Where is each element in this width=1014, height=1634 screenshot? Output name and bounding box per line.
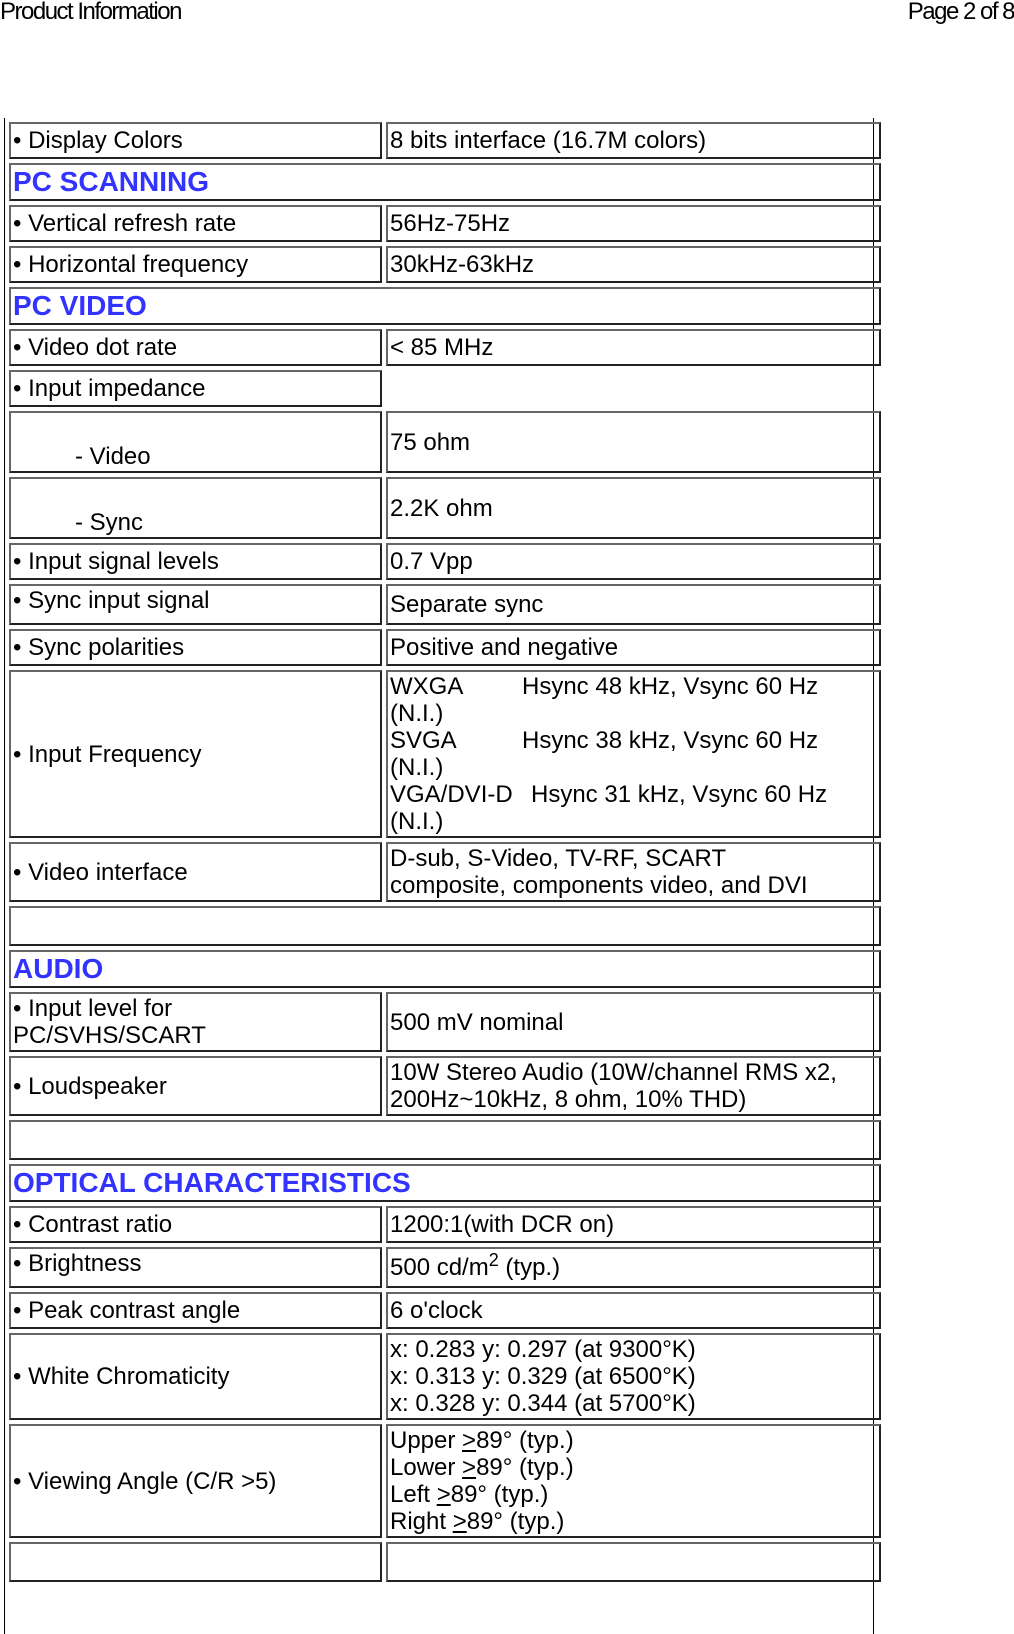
value-line	[390, 1481, 877, 1508]
value-line: x: 0.328 y: 0.344 (at 5700°K)	[390, 1390, 696, 1417]
brightness-superscript: 2	[488, 1250, 499, 1270]
spec-label: • Peak contrast angle	[9, 1292, 382, 1329]
angle-val: 89° (typ.)	[476, 1454, 574, 1481]
spec-value	[386, 670, 881, 838]
table-row	[9, 584, 881, 625]
spec-value: 75 ohm	[386, 411, 881, 473]
spec-label: • Horizontal frequency	[9, 246, 382, 283]
table-row	[9, 629, 881, 666]
spec-label: • Viewing Angle (C/R >5)	[9, 1424, 382, 1538]
page-header-number: Page 2 of 8	[907, 0, 1014, 25]
angle-symbol: >	[452, 1508, 467, 1535]
freq-note: (N.I.)	[390, 700, 444, 727]
spec-value: < 85 MHz	[386, 329, 881, 366]
freq-mode: WXGA	[390, 673, 464, 700]
angle-symbol: >	[462, 1454, 477, 1481]
spec-label: • Vertical refresh rate	[9, 205, 382, 242]
section-row	[9, 163, 881, 201]
value-line	[390, 1508, 877, 1535]
table-row	[9, 329, 881, 366]
table-row	[9, 992, 881, 1052]
spec-value	[386, 1333, 881, 1420]
table-row	[9, 246, 881, 283]
spec-value: 8 bits interface (16.7M colors)	[386, 122, 881, 159]
freq-line	[390, 781, 877, 808]
spec-value-empty	[386, 370, 881, 407]
value-line: 10W Stereo Audio (10W/channel RMS x2,	[390, 1059, 837, 1086]
table-row	[9, 1424, 881, 1538]
table-row	[9, 1206, 881, 1243]
blank-row	[9, 906, 881, 946]
angle-val: 89° (typ.)	[450, 1481, 549, 1508]
spec-value: Positive and negative	[386, 629, 881, 666]
spec-value: Separate sync	[386, 584, 881, 625]
spec-value	[386, 1247, 881, 1288]
freq-spec: Hsync 48 kHz, Vsync 60 Hz	[522, 673, 819, 700]
table-row	[9, 1292, 881, 1329]
section-row	[9, 287, 881, 325]
spec-sublabel: - Video	[75, 443, 151, 470]
spec-label: • Loudspeaker	[9, 1056, 382, 1116]
table-row	[9, 1333, 881, 1420]
spec-label	[9, 477, 382, 539]
spec-value: 6 o'clock	[386, 1292, 881, 1329]
table-row	[9, 1542, 881, 1582]
angle-symbol: >	[462, 1427, 477, 1454]
label-line: • Input level for	[13, 995, 173, 1022]
angle-dir: Lower	[390, 1454, 463, 1481]
spec-label: • Sync input signal	[9, 584, 382, 625]
table-row	[9, 543, 881, 580]
spec-value: 1200:1(with DCR on)	[386, 1206, 881, 1243]
freq-line	[390, 673, 877, 700]
table-row	[9, 122, 881, 159]
spec-value	[386, 1424, 881, 1538]
spec-label-empty	[9, 1542, 382, 1582]
spec-label: • Video dot rate	[9, 329, 382, 366]
angle-dir: Left	[390, 1481, 437, 1508]
page-header-title: Product Information	[0, 0, 181, 25]
value-line: composite, components video, and DVI	[390, 872, 808, 899]
section-row	[9, 1164, 881, 1202]
section-row	[9, 950, 881, 988]
value-line	[390, 1427, 877, 1454]
section-title: PC VIDEO	[9, 287, 881, 325]
spec-label: • Video interface	[9, 842, 382, 902]
freq-line	[390, 727, 877, 754]
spec-label: • Sync polarities	[9, 629, 382, 666]
spec-value: 0.7 Vpp	[386, 543, 881, 580]
blank-row	[9, 1120, 881, 1160]
label-line: PC/SVHS/SCART	[13, 1022, 206, 1049]
table-row	[9, 842, 881, 902]
spec-value: 56Hz-75Hz	[386, 205, 881, 242]
blank-cell	[9, 1120, 881, 1160]
spec-label	[9, 992, 382, 1052]
spec-label: • Brightness	[9, 1247, 382, 1288]
section-title: PC SCANNING	[9, 163, 881, 201]
section-title: AUDIO	[9, 950, 881, 988]
spec-label: • Input signal levels	[9, 543, 382, 580]
table-row	[9, 205, 881, 242]
angle-val: 89° (typ.)	[466, 1508, 565, 1535]
table-row	[9, 477, 881, 539]
brightness-typ: (typ.)	[498, 1254, 561, 1281]
spec-value	[386, 1056, 881, 1116]
spec-value: 2.2K ohm	[386, 477, 881, 539]
angle-dir: Right	[390, 1508, 453, 1535]
table-row	[9, 670, 881, 838]
value-line: 200Hz~10kHz, 8 ohm, 10% THD)	[390, 1086, 747, 1113]
freq-note: (N.I.)	[390, 808, 444, 835]
table-row	[9, 1056, 881, 1116]
value-line	[390, 1454, 877, 1481]
freq-note: (N.I.)	[390, 754, 444, 781]
angle-val: 89° (typ.)	[476, 1427, 574, 1454]
value-line: x: 0.313 y: 0.329 (at 6500°K)	[390, 1363, 696, 1390]
spec-label	[9, 411, 382, 473]
freq-spec: Hsync 31 kHz, Vsync 60 Hz	[531, 781, 828, 808]
table-row	[9, 1247, 881, 1288]
spec-label: • Input impedance	[9, 370, 382, 407]
spec-sublabel: - Sync	[75, 509, 144, 536]
angle-dir: Upper	[390, 1427, 463, 1454]
brightness-value: 500 cd/m	[390, 1254, 489, 1281]
value-line: D-sub, S-Video, TV-RF, SCART	[390, 845, 727, 872]
table-row	[9, 370, 881, 407]
angle-symbol: >	[436, 1481, 451, 1508]
section-title: OPTICAL CHARACTERISTICS	[9, 1164, 881, 1202]
table-row	[9, 411, 881, 473]
spec-label: • Contrast ratio	[9, 1206, 382, 1243]
spec-label: • Input Frequency	[9, 670, 382, 838]
freq-mode: SVGA	[390, 727, 457, 754]
spec-value: 30kHz-63kHz	[386, 246, 881, 283]
value-line: x: 0.283 y: 0.297 (at 9300°K)	[390, 1336, 696, 1363]
spec-value: 500 mV nominal	[386, 992, 881, 1052]
spec-value	[386, 842, 881, 902]
spec-table	[5, 118, 885, 1586]
blank-cell	[9, 906, 881, 946]
freq-spec: Hsync 38 kHz, Vsync 60 Hz	[522, 727, 819, 754]
spec-label: • Display Colors	[9, 122, 382, 159]
spec-value-empty	[386, 1542, 881, 1582]
freq-mode: VGA/DVI-D	[390, 781, 513, 808]
spec-label: • White Chromaticity	[9, 1333, 382, 1420]
